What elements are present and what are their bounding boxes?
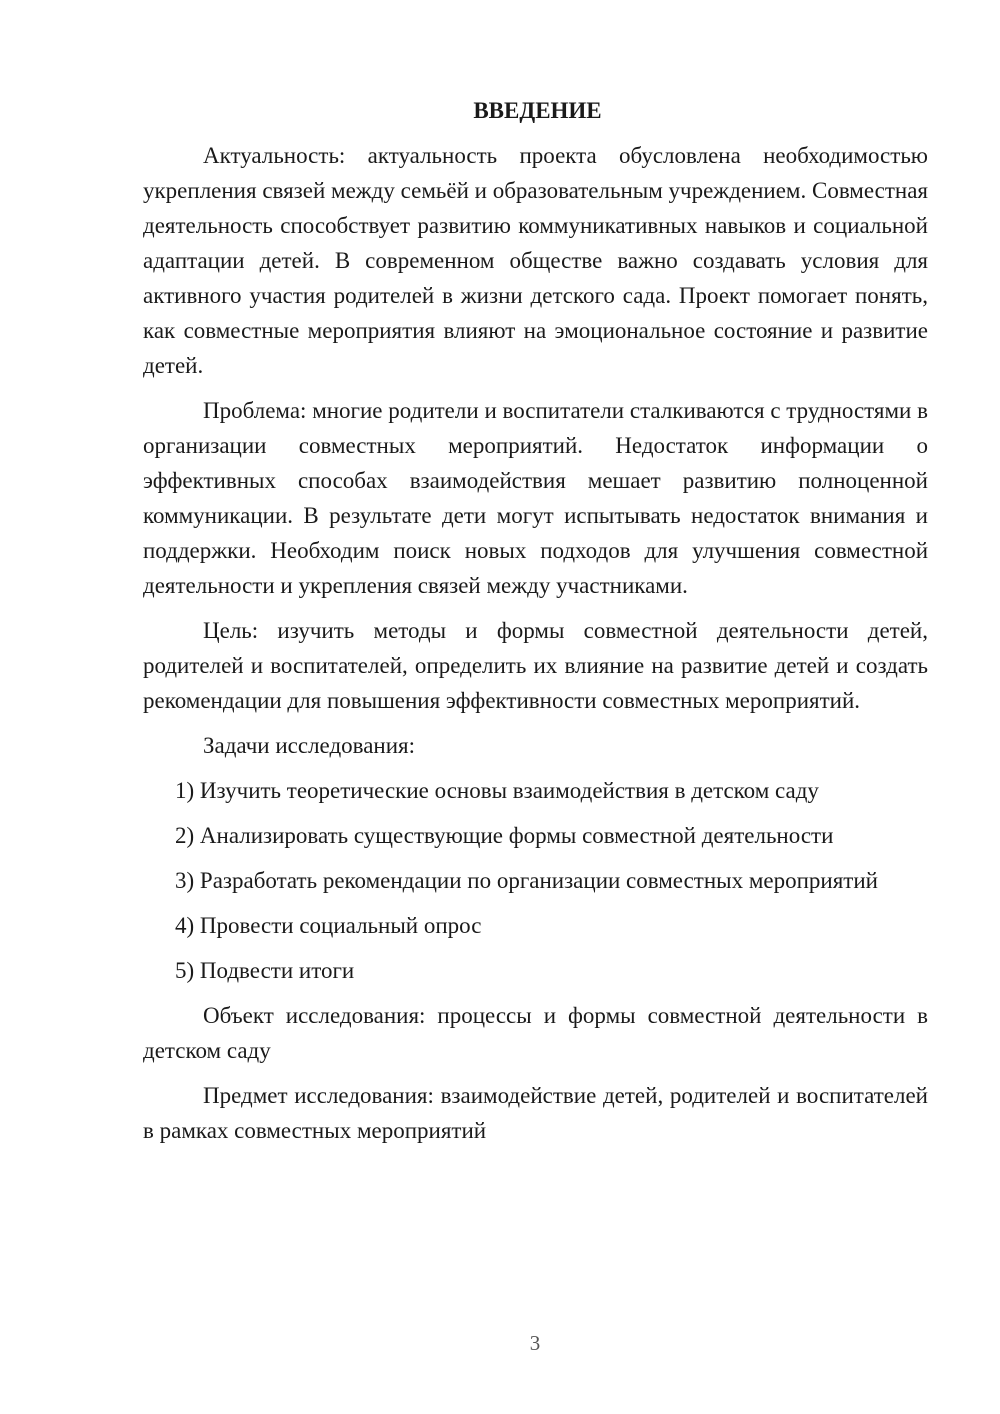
task-item-5: 5) Подвести итоги [175,958,355,983]
page-content [143,93,928,1158]
paragraph-object: Объект исследования: процессы и формы совместной деятельности в детском саду [143,1003,928,1063]
task-item-3: 3) Разработать рекомендации по организации совместных мероприятий [175,868,878,893]
tasks-intro: Задачи исследования: [203,733,416,758]
paragraph-goal: Цель: изучить методы и формы совместной деятельности детей, родителей и воспитателей, определить их влияние на развитие детей и создать рекомендации для повышения эффективности совместных мероприятий. [143,618,928,713]
paragraph-relevance: Актуальность: актуальность проекта обусловлена необходимостью укрепления связей между семьёй и образовательным учреждением. Совместная деятельность способствует развитию коммуникативных навыков и социальной адаптации детей. В современном обществе важно создавать условия для активного участия родителей в жизни детского сада. Проект помогает понять, как совместные мероприятия влияют на эмоциональное состояние и развитие детей. [143,143,928,378]
section-heading: ВВЕДЕНИЕ [473,98,602,123]
task-item-1: 1) Изучить теоретические основы взаимодействия в детском саду [175,778,819,803]
task-item-4: 4) Провести социальный опрос [175,913,482,938]
paragraph-problem: Проблема: многие родители и воспитатели сталкиваются с трудностями в организации совместных мероприятий. Недостаток информации о эффективных способах взаимодействия мешает развитию полноценной коммуникации. В результате дети могут испытывать недостаток внимания и поддержки. Необходим поиск новых подходов для улучшения совместной деятельности и укрепления связей между участниками. [143,398,928,598]
page-number: 3 [529,1331,541,1355]
task-item-2: 2) Анализировать существующие формы совместной деятельности [175,823,834,848]
paragraph-subject: Предмет исследования: взаимодействие детей, родителей и воспитателей в рамках совместных мероприятий [143,1083,928,1143]
